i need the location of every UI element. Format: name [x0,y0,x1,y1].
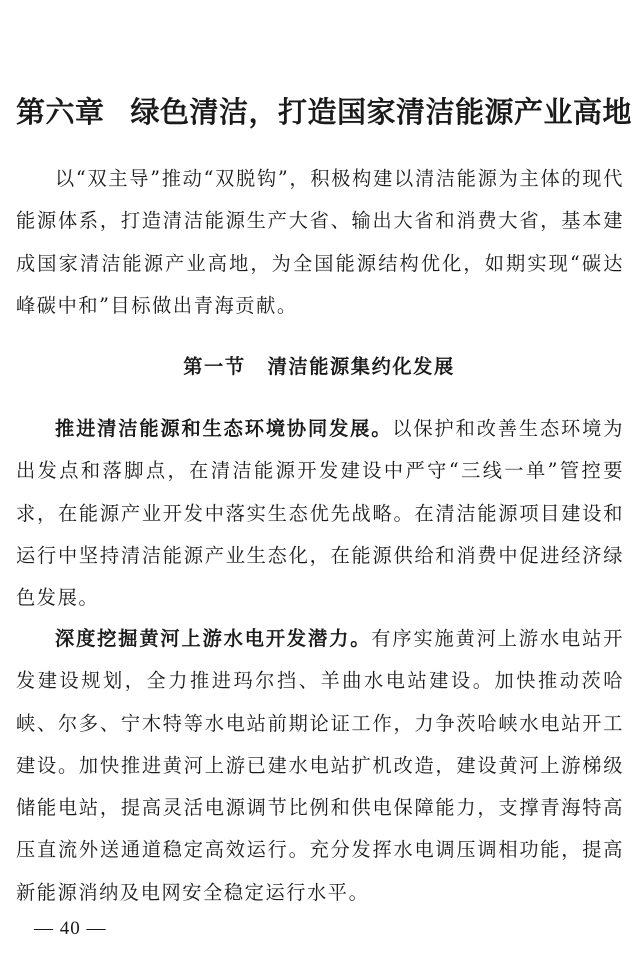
paragraph-text: 以保护和改善生态环境为出发点和落脚点，在清洁能源开发建设中严守“三线一单”管控要求，在能源产业开发中落实生态优先战略。在清洁能源项目建设和运行中坚持清洁能源产业生态化，在能源供给和消费中促进经济绿色发展。 [16,417,624,610]
section-title [0,346,638,388]
section-number: 第一节 [183,355,246,378]
paragraph-text: 有序实施黄河上游水电站开发建设规划，全力推进玛尔挡、羊曲水电站建设。加快推动茨哈峡、尔多、宁木特等水电站前期论证工作，力争茨哈峡水电站开工建设。加快推进黄河上游已建水电站扩机改造，建设黄河上游梯级储能电站，提高灵活电源调节比例和供电保障能力，支撑青海特高压直流外送通道稳定高效运行。充分发挥水电调压调相功能，提高新能源消纳及电网安全稳定运行水平。 [16,627,625,904]
body-paragraph-hydropower [16,618,624,914]
section-title-text: 清洁能源集约化发展 [267,355,455,378]
paragraph-lead: 深度挖掘黄河上游水电开发潜力。 [55,627,372,650]
chapter-title [16,92,633,132]
paragraph-lead: 推进清洁能源和生态环境协同发展。 [55,417,393,440]
intro-paragraph: 以“双主导”推动“双脱钩”，积极构建以清洁能源为主体的现代能源体系，打造清洁能源生产大省、输出大省和消费大省，基本建成国家清洁能源产业高地，为全国能源结构优化，如期实现“碳达峰碳中和”目标做出青海贡献。 [16,167,624,317]
body-paragraph-ecology [16,408,624,619]
chapter-title-text: 绿色清洁，打造国家清洁能源产业高地 [130,95,633,129]
chapter-number: 第六章 [16,95,105,129]
page-number: — 40 — [34,918,107,939]
